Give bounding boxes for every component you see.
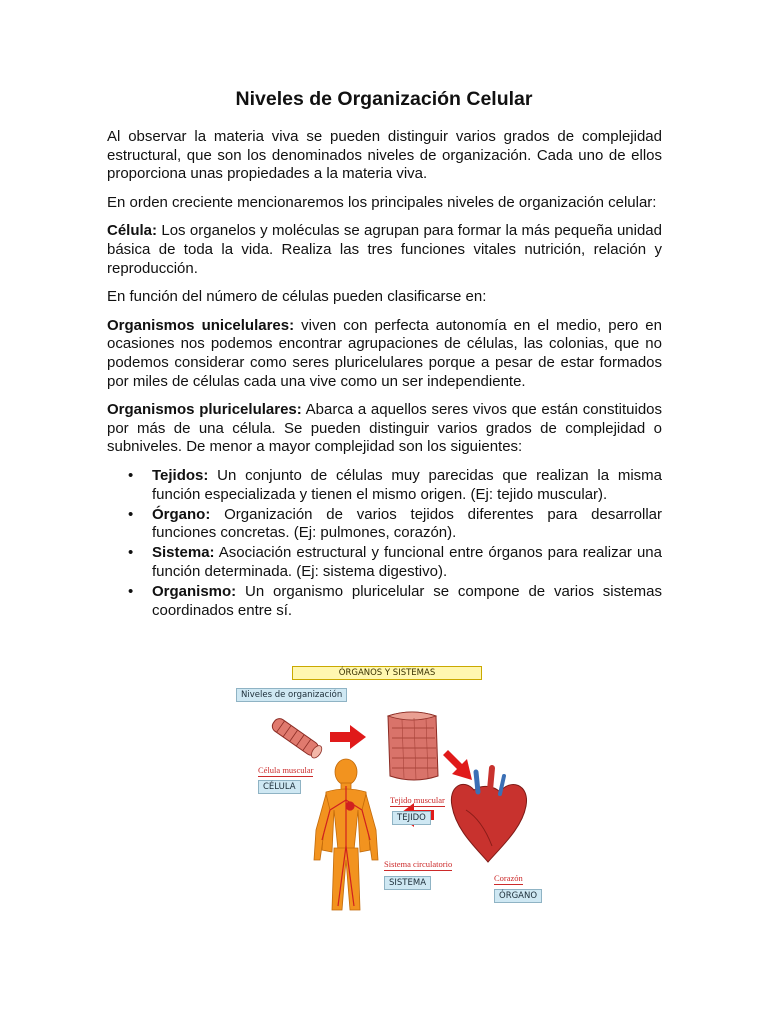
organo-tag: ÓRGANO [494,889,542,903]
celula-term: Célula: [107,222,158,240]
celula-text: Los organelos y moléculas se agrupan para formar la más pequeña unidad básica de toda la vida. Realiza las tres funciones vitales nutrición, relación y reproducción. [107,222,662,277]
figure-header: ÓRGANOS Y SISTEMAS [292,666,482,680]
arrow-down-right-icon [443,750,472,780]
document-body [107,128,662,622]
level-text: Un conjunto de células muy parecidas que realizan la misma función especializada y tienen el mismo origen. (Ej: tejido muscular). [152,466,662,503]
niveles-label: Niveles de organización [236,688,347,702]
intro-order-paragraph: En orden creciente mencionaremos los principales niveles de organización celular: [107,193,657,211]
tejido-muscular-label: Tejido muscular [390,795,445,805]
muscle-tissue-icon [388,712,438,780]
level-text: Un organismo pluricelular se compone de varios sistemas coordinados entre sí. [152,582,662,619]
bullet-icon: • [128,505,134,523]
bullet-icon: • [128,582,134,600]
celula-tag: CÉLULA [258,780,301,794]
level-term: Tejidos: [152,466,209,484]
level-text: Organización de varios tejidos diferentes para desarrollar funciones concretas. (Ej: pulmones, corazón). [152,505,662,542]
level-text: Asociación estructural y funcional entre órganos para realizar una función determinada. (Ej: sistema digestivo). [152,544,662,580]
pluricelulares-paragraph [107,401,662,457]
bullet-icon: • [128,466,134,484]
list-item [107,583,662,620]
celula-muscular-label: Célula muscular [258,765,314,775]
level-term: Órgano: [152,505,211,523]
level-term: Sistema: [152,544,215,562]
sistema-tag: SISTEMA [384,876,431,890]
unicelulares-paragraph [107,317,662,391]
arrow-right-icon [330,725,366,749]
level-term: Organismo: [152,582,237,600]
clasificacion-paragraph: En función del número de células pueden clasificarse en: [107,288,487,306]
heart-icon [451,768,526,862]
list-item [107,467,662,504]
pluricelulares-term: Organismos pluricelulares: [107,401,302,419]
organization-levels-figure [226,660,552,915]
sistema-circulatorio-label: Sistema circulatorio [384,859,453,869]
list-item [107,544,662,581]
corazon-label: Corazón [494,873,523,883]
unicelulares-text: viven con perfecta autonomía en el medio, pero en ocasiones nos podemos encontrar agrupaciones de células, las colonias, que no podemos considerar como seres pluricelulares porque a pesar de estar formados por miles de células cada una vive como un ser independiente. [107,316,662,390]
levels-list [107,467,662,620]
pluricelulares-text: Abarca a aquellos seres vivos que están constituidos por más de una célula. Se pueden distinguir varios grados de complejidad o subniveles. De menor a mayor complejidad son los siguientes: [107,401,663,456]
tejido-tag: TEJIDO [392,811,431,825]
intro-paragraph: Al observar la materia viva se pueden distinguir varios grados de complejidad estructural, que son los denominados niveles de organización. Cada uno de ellos proporciona unas propiedades a la materia viva. [107,128,662,183]
celula-paragraph [107,222,662,278]
bullet-icon: • [128,544,134,562]
list-item [107,506,662,543]
page-title: Niveles de Organización Celular [235,88,533,110]
muscle-cell-icon [270,716,324,760]
unicelulares-term: Organismos unicelulares: [107,316,295,334]
